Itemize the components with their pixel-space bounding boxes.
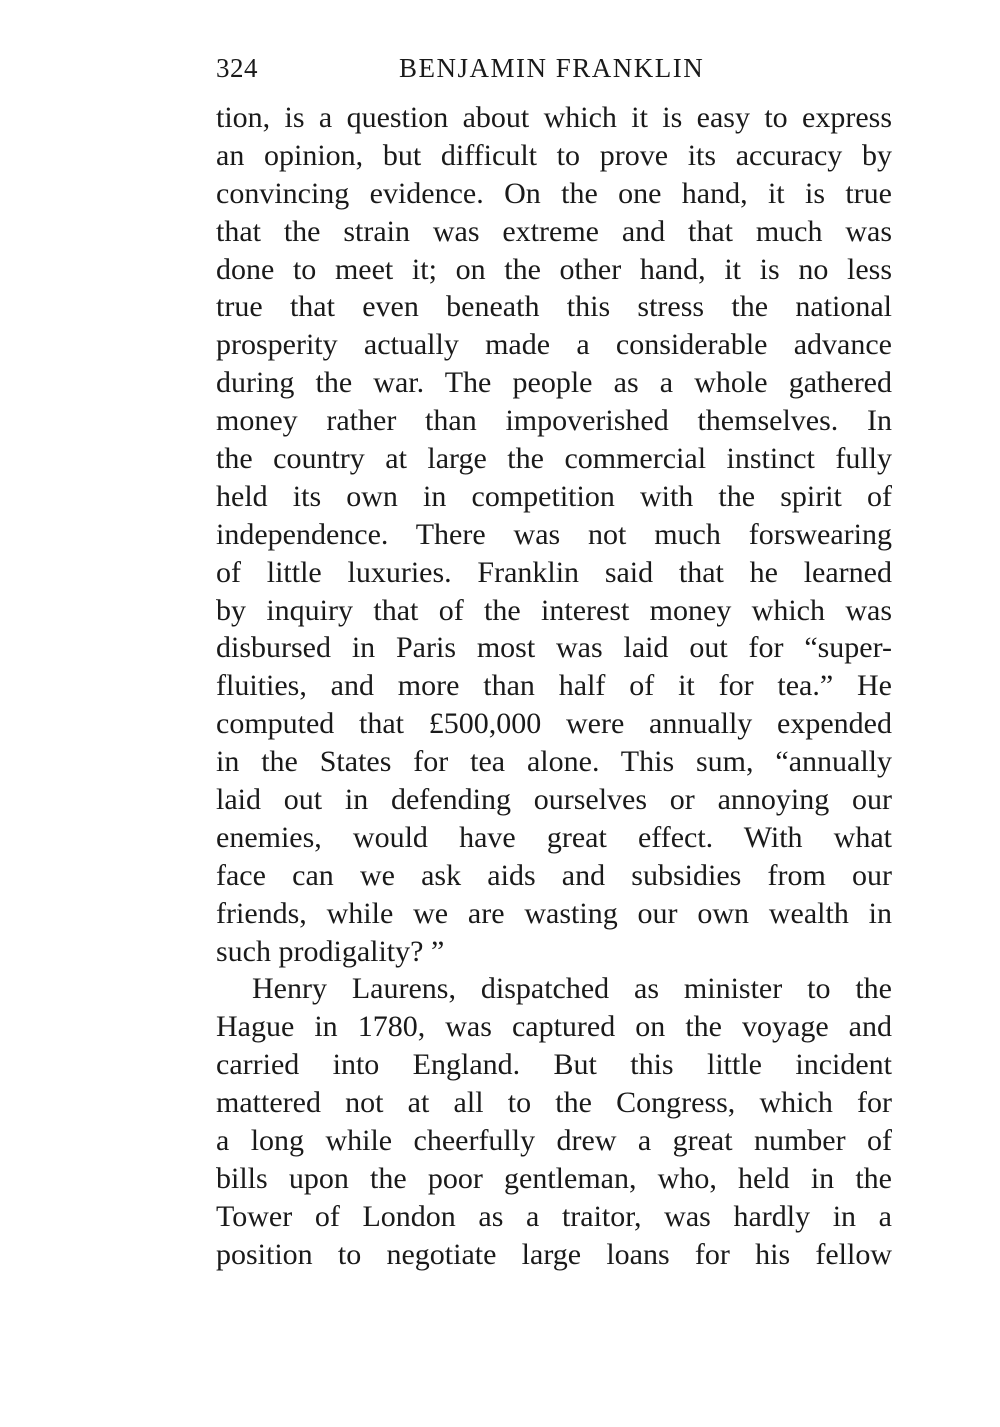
text-line: fluities, and more than half of it for tea.” He xyxy=(216,669,892,703)
text-line: mattered not at all to the Congress, which for xyxy=(216,1086,892,1120)
text-line: carried into England. But this little incident xyxy=(216,1048,892,1082)
running-head xyxy=(216,48,892,88)
text-line: friends, while we are wasting our own wealth in xyxy=(216,896,892,930)
text-line: prosperity actually made a considerable advance xyxy=(216,328,892,362)
text-line: a long while cheerfully drew a great number of xyxy=(216,1124,892,1158)
text-line: in the States for tea alone. This sum, “annually xyxy=(216,745,892,779)
text-line: computed that £500,000 were annually expended xyxy=(216,707,892,741)
body-text xyxy=(216,99,892,1274)
text-line: the country at large the commercial instinct fully xyxy=(216,442,892,476)
text-line: disbursed in Paris most was laid out for “super- xyxy=(216,631,892,665)
text-line: of little luxuries. Franklin said that he learned xyxy=(216,555,892,589)
text-line: tion, is a question about which it is easy to express xyxy=(216,101,892,134)
text-line: an opinion, but difficult to prove its accuracy by xyxy=(216,138,892,172)
text-line: held its own in competition with the spirit of xyxy=(216,479,892,513)
text-line: done to meet it; on the other hand, it is no less xyxy=(216,252,892,286)
text-line: such prodigality? ” xyxy=(216,934,445,968)
text-line: enemies, would have great effect. With what xyxy=(216,820,892,854)
text-line: Tower of London as a traitor, was hardly in a xyxy=(216,1199,892,1233)
text-line: laid out in defending ourselves or annoying our xyxy=(216,783,892,817)
text-line: position to negotiate large loans for his fellow xyxy=(216,1237,892,1271)
text-line: that the strain was extreme and that much was xyxy=(216,214,892,248)
text-line: convincing evidence. On the one hand, it is true xyxy=(216,176,892,210)
text-line: during the war. The people as a whole gathered xyxy=(216,366,892,400)
running-title: BENJAMIN FRANKLIN xyxy=(399,53,705,83)
text-line: money rather than impoverished themselves. In xyxy=(216,404,892,438)
text-line: true that even beneath this stress the national xyxy=(216,290,892,324)
text-line: by inquiry that of the interest money which was xyxy=(216,593,892,627)
paragraph-start-line: Henry Laurens, dispatched as minister to the xyxy=(252,972,892,1006)
text-line: bills upon the poor gentleman, who, held in the xyxy=(216,1161,892,1195)
text-line: face can we ask aids and subsidies from our xyxy=(216,858,892,892)
text-line: independence. There was not much forswearing xyxy=(216,517,892,551)
page-number: 324 xyxy=(216,53,258,83)
text-line: Hague in 1780, was captured on the voyage and xyxy=(216,1010,892,1044)
